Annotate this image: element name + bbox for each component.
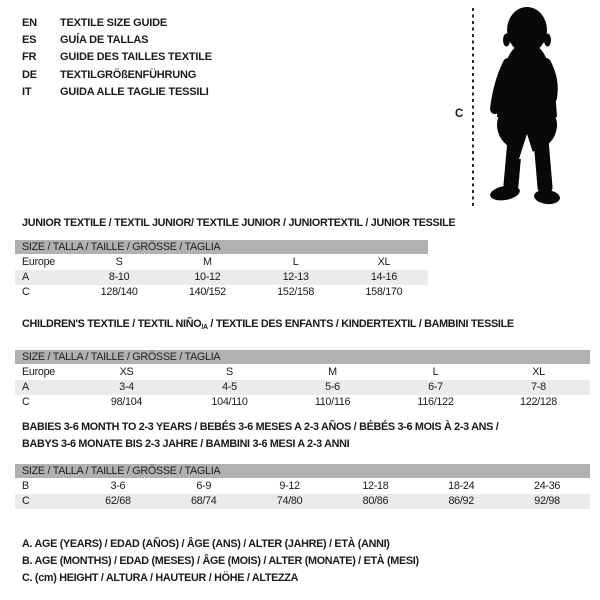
- size-cell: M: [203, 256, 212, 268]
- row-label: Europe: [22, 256, 56, 268]
- language-title: GUÍA DE TALLAS: [60, 34, 149, 47]
- legend-note-c: C. (cm) HEIGHT / ALTURA / HAUTEUR / HÖHE / ALTEZZA: [22, 572, 299, 585]
- row-label: A: [22, 271, 29, 283]
- size-header-bar: SIZE / TALLA / TAILLE / GRÖSSE / TAGLIA: [15, 240, 428, 254]
- row-label: C: [22, 495, 30, 507]
- language-guide-list: [22, 14, 212, 101]
- row-label: B: [22, 480, 29, 492]
- age-cell: 6-7: [428, 381, 443, 393]
- legend-notes: [22, 536, 419, 588]
- height-cell: 80/86: [362, 495, 389, 507]
- row-label: C: [22, 286, 30, 298]
- size-cell: S: [226, 366, 233, 378]
- height-cell: 140/152: [188, 286, 226, 298]
- table-row-a: [15, 380, 590, 395]
- size-cell: XS: [119, 366, 134, 378]
- size-cell: XL: [377, 256, 391, 268]
- language-code: DE: [22, 68, 37, 81]
- height-cell: 68/74: [190, 495, 217, 507]
- babies-table-title-line1: BABIES 3-6 MONTH TO 2-3 YEARS / BEBÉS 3-6 MESES A 2-3 AÑOS / BÉBÉS 3-6 MOIS À 2-3 ANS /: [22, 421, 499, 433]
- size-cell: L: [432, 366, 439, 378]
- junior-size-table: [15, 240, 428, 300]
- height-cell: 110/116: [314, 396, 351, 408]
- size-cell: S: [115, 256, 123, 268]
- children-title-pre: CHILDREN'S TEXTILE / TEXTIL NIÑO: [22, 318, 202, 330]
- language-title: GUIDA ALLE TAGLIE TESSILI: [60, 86, 209, 99]
- language-code: ES: [22, 34, 37, 47]
- height-cell: 116/122: [417, 396, 454, 408]
- height-cell: 74/80: [276, 495, 303, 507]
- language-code: FR: [22, 51, 37, 64]
- babies-size-table: [15, 464, 590, 509]
- age-cell: 10-12: [194, 271, 221, 283]
- age-cell: 8-10: [108, 271, 130, 283]
- legend-note-a: A. AGE (YEARS) / EDAD (AÑOS) / ÂGE (ANS) / ALTER (JAHRE) / ETÀ (ANNI): [22, 538, 390, 550]
- row-label: C: [22, 396, 30, 408]
- table-row-b: [15, 479, 590, 494]
- table-row-europe: [15, 365, 590, 380]
- size-cell: L: [292, 256, 299, 268]
- table-row-europe: [15, 255, 428, 270]
- age-cell: 3-6: [110, 480, 126, 492]
- language-title: TEXTILE SIZE GUIDE: [60, 16, 168, 29]
- language-row: [22, 49, 212, 66]
- height-cell: 62/68: [105, 495, 131, 507]
- size-cell: XL: [532, 366, 545, 378]
- height-cell: 122/128: [520, 396, 557, 408]
- height-cell: 104/110: [211, 396, 248, 408]
- legend-note-b: B. AGE (MONTHS) / EDAD (MESES) / ÂGE (MOIS) / ALTER (MONATE) / ETÀ (MESI): [22, 555, 419, 568]
- height-cell: 86/92: [448, 495, 474, 507]
- children-table-title: [22, 318, 514, 331]
- language-row: [22, 84, 212, 101]
- row-label: A: [22, 381, 29, 393]
- language-row: [22, 31, 212, 48]
- age-cell: 12-13: [282, 271, 309, 283]
- babies-table-title-line2: BABYS 3-6 MONATE BIS 2-3 JAHRE / BAMBINI 3-6 MESI A 2-3 ANNI: [22, 438, 350, 450]
- size-header-bar: SIZE / TALLA / TAILLE / GRÖSSE / TAGLIA: [15, 464, 590, 478]
- table-row-c: [15, 494, 590, 509]
- children-title-sub: /A: [201, 324, 208, 331]
- size-header-bar: SIZE / TALLA / TAILLE / GRÖSSE / TAGLIA: [15, 350, 590, 364]
- table-row-a: [15, 270, 428, 285]
- age-cell: 4-5: [222, 381, 237, 393]
- age-cell: 24-36: [533, 480, 561, 492]
- height-cell: 128/140: [100, 286, 138, 298]
- age-cell: 9-12: [279, 480, 300, 492]
- language-code: IT: [22, 86, 32, 99]
- size-cell: M: [328, 366, 337, 378]
- baby-silhouette: [486, 5, 588, 211]
- age-cell: 18-24: [448, 480, 475, 492]
- age-cell: 3-4: [119, 381, 134, 393]
- children-title-post: / TEXTILE DES ENFANTS / KINDERTEXTIL / BAMBINI TESSILE: [207, 318, 514, 330]
- age-cell: 14-16: [370, 271, 397, 283]
- age-cell: 5-6: [325, 381, 340, 393]
- height-cell: 152/158: [277, 286, 315, 298]
- language-title: GUIDE DES TAILLES TEXTILE: [60, 51, 212, 64]
- language-row: [22, 66, 212, 83]
- children-size-table: [15, 350, 590, 410]
- height-cell: 158/170: [365, 286, 403, 298]
- table-row-c: [15, 285, 428, 300]
- row-label: Europe: [22, 366, 56, 378]
- junior-table-title: JUNIOR TEXTILE / TEXTIL JUNIOR/ TEXTILE JUNIOR / JUNIORTEXTIL / JUNIOR TESSILE: [22, 217, 456, 229]
- height-cell: 92/98: [534, 495, 560, 507]
- language-title: TEXTILGRÖßENFÜHRUNG: [60, 68, 197, 81]
- language-code: EN: [22, 16, 37, 29]
- age-cell: 6-9: [196, 480, 212, 492]
- language-row: [22, 14, 212, 31]
- height-measure-dotted-line: [472, 8, 474, 206]
- height-measure-label: C: [454, 108, 464, 120]
- age-cell: 12-18: [362, 480, 389, 492]
- height-cell: 98/104: [110, 396, 143, 408]
- table-row-c: [15, 395, 590, 410]
- age-cell: 7-8: [531, 381, 546, 393]
